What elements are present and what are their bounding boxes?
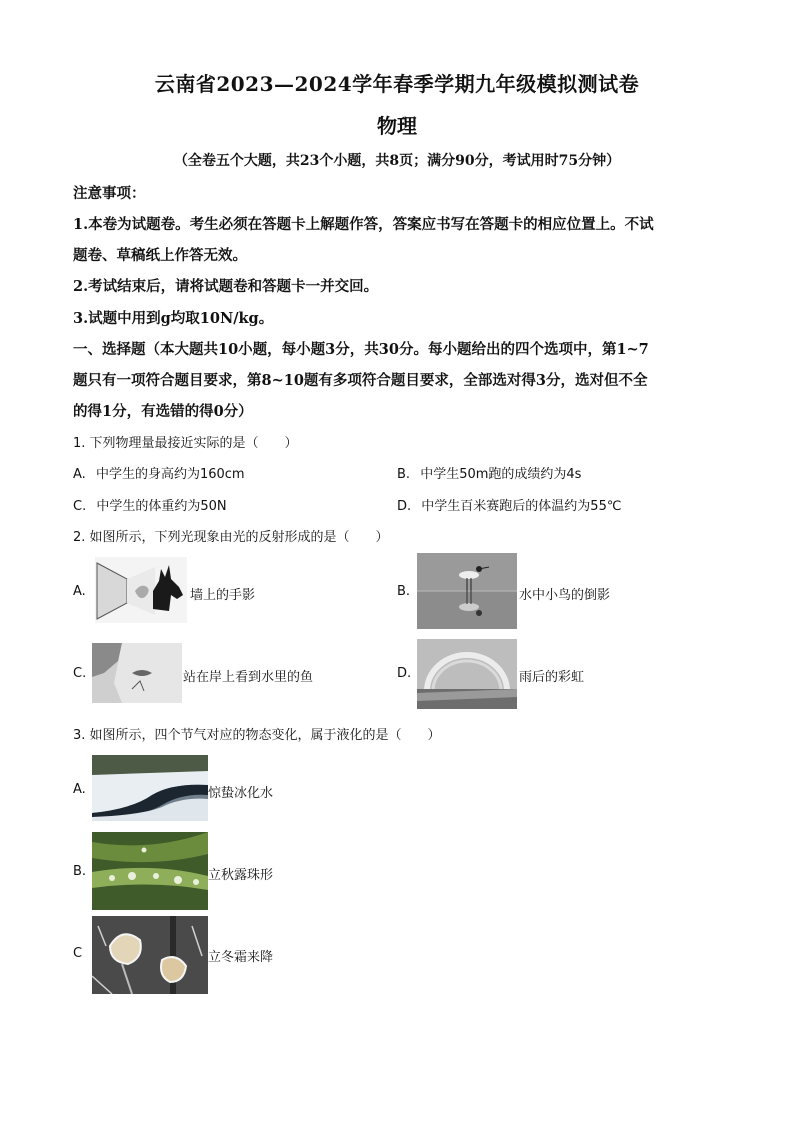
section1-line-2: 题只有一项符合题目要求，第8~10题有多项符合题目要求，全部选对得3分，选对但不全 (73, 372, 648, 389)
q2-option-d-letter: D. (397, 666, 412, 681)
exam-info: （全卷五个大题，共23个小题，共8页；满分90分，考试用时75分钟） (173, 153, 621, 169)
frost-leaves-image (92, 916, 208, 994)
notice-item-3: 3.试题中用到g均取10N/kg。 (73, 310, 274, 327)
q1-option-b (397, 463, 581, 482)
option-text: 中学生的身高约为160cm (95, 467, 245, 482)
notice-item-1: 1.本卷为试题卷。考生必须在答题卡上解题作答，答案应书写在答题卡的相应位置上。不试 (73, 216, 654, 233)
option-letter: B. (397, 467, 411, 482)
q2-option-c-text: 站在岸上看到水里的鱼 (183, 670, 314, 685)
section1-line-3: 的得1分，有选错的得0分） (73, 403, 253, 420)
q3-option-b-text: 立秋露珠形 (208, 868, 274, 883)
section1-line-1: 一、选择题（本大题共10小题，每小题3分，共30分。每小题给出的四个选项中，第1~7 (73, 341, 649, 358)
melting-ice-image (92, 755, 208, 821)
q1-option-d (397, 495, 621, 514)
q1-option-a (73, 463, 245, 482)
q2-option-b-text: 水中小鸟的倒影 (519, 588, 611, 603)
q3-option-c-letter: C (73, 946, 83, 961)
q3-option-a-text: 惊蛰冰化水 (208, 786, 274, 801)
subject-title: 物理 (377, 114, 417, 138)
q1-option-c (73, 495, 227, 514)
option-text: 中学生50m跑的成绩约为4s (420, 467, 582, 482)
notice-item-2: 2.考试结束后，请将试题卷和答题卡一并交回。 (73, 278, 379, 295)
q3-option-c-text: 立冬霜来降 (208, 950, 274, 965)
q3-option-b-letter: B. (73, 864, 87, 879)
q2-option-a-text: 墙上的手影 (190, 588, 256, 603)
fish-in-water-image (92, 643, 182, 703)
question-2-stem: 2. 如图所示，下列光现象由光的反射形成的是（ ） (73, 530, 389, 545)
q2-option-d-text: 雨后的彩虹 (519, 670, 585, 685)
bird-reflection-image (417, 553, 517, 629)
question-3-stem: 3. 如图所示，四个节气对应的物态变化，属于液化的是（ ） (73, 728, 441, 743)
q2-option-b-letter: B. (397, 584, 411, 599)
rainbow-image (417, 639, 517, 709)
dew-drops-image (92, 832, 208, 910)
option-letter: C. (73, 499, 87, 514)
option-letter: A. (73, 467, 86, 482)
question-1-stem: 1. 下列物理量最接近实际的是（ ） (73, 436, 298, 451)
q2-option-c-letter: C. (73, 666, 87, 681)
notice-heading: 注意事项： (73, 185, 146, 202)
notice-item-1-cont: 题卷、草稿纸上作答无效。 (73, 247, 247, 264)
option-text: 中学生百米赛跑后的体温约为55℃ (421, 499, 622, 514)
option-text: 中学生的体重约为50N (96, 499, 227, 514)
q2-option-a-letter: A. (73, 584, 86, 599)
q3-option-a-letter: A. (73, 782, 86, 797)
hand-shadow-image (95, 557, 187, 623)
option-letter: D. (397, 499, 412, 514)
exam-title: 云南省2023—2024学年春季学期九年级模拟测试卷 (154, 72, 640, 96)
